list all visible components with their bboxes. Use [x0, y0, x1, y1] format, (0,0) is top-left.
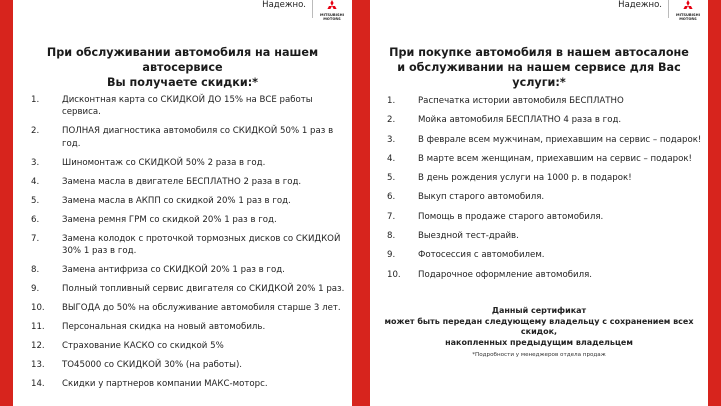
item-text: Помощь в продаже старого автомобиля. — [418, 211, 604, 222]
list-item — [387, 153, 705, 165]
mitsubishi-logo — [674, 0, 702, 21]
item-number: 7. — [31, 233, 40, 244]
item-text: Страхование КАСКО со скидкой 5% — [62, 340, 224, 351]
list-item — [387, 172, 705, 184]
item-text: Персональная скидка на новый автомобиль. — [62, 321, 266, 332]
list-item — [387, 211, 705, 223]
item-number: 10. — [31, 302, 45, 313]
item-number: 8. — [31, 264, 40, 275]
item-text: Замена колодок с проточкой тормозных дисков со СКИДКОЙ 30% 1 раз в год. — [62, 233, 341, 256]
list-item — [387, 269, 705, 281]
list-item — [387, 114, 705, 126]
logo-wordmark: MITSUBISHI MOTORS — [320, 13, 344, 21]
certificate-line3: накопленных предыдущим владельцем — [445, 337, 633, 347]
discounts-card — [13, 0, 352, 406]
services-list — [387, 95, 705, 288]
footnote: *Подробности у менеджеров отдела продаж — [472, 352, 606, 358]
brand-header — [262, 0, 352, 20]
item-text: Подарочное оформление автомобиля. — [418, 269, 593, 280]
item-text: ТО45000 со СКИДКОЙ 30% (на работы). — [62, 359, 243, 370]
item-text: Дисконтная карта со СКИДКОЙ ДО 15% на ВСЕ работы сервиса. — [62, 95, 313, 118]
item-text: Замена масла в АКПП со скидкой 20% 1 раз в год. — [62, 195, 291, 206]
three-diamonds-icon — [325, 0, 339, 13]
item-number: 11. — [31, 321, 45, 332]
list-item — [387, 95, 705, 107]
item-text: ВЫГОДА до 50% на обслуживание автомобиля старше 3 лет. — [62, 302, 341, 313]
brand-divider — [668, 0, 669, 18]
item-number: 3. — [387, 134, 396, 145]
item-text: Фотосессия с автомобилем. — [418, 250, 545, 261]
discounts-list — [31, 94, 349, 397]
item-number: 8. — [387, 231, 396, 242]
mitsubishi-logo — [318, 0, 346, 21]
services-title-line1: При покупке автомобиля в нашем автосалоне — [389, 46, 689, 59]
certificate-line1: Данный сертификат — [491, 306, 587, 315]
three-diamonds-icon — [681, 0, 695, 13]
list-item — [31, 321, 349, 333]
services-card — [370, 0, 708, 406]
list-item — [31, 264, 349, 276]
certificate-note — [370, 306, 708, 348]
item-number: 13. — [31, 359, 45, 370]
item-number: 10. — [387, 269, 401, 280]
list-item — [387, 191, 705, 203]
list-item — [31, 233, 349, 258]
item-number: 7. — [387, 211, 396, 222]
item-text: В феврале всем мужчинам, приехавшим на сервис – подарок! — [418, 134, 702, 145]
list-item — [387, 134, 705, 146]
item-number: 5. — [387, 173, 396, 184]
item-number: 9. — [31, 283, 40, 294]
brand-header — [618, 0, 708, 20]
list-item — [387, 230, 705, 242]
brand-divider — [312, 0, 313, 18]
list-item — [31, 157, 349, 169]
item-text: Замена масла в двигателе БЕСПЛАТНО 2 раза в год. — [62, 176, 302, 187]
list-item — [31, 283, 349, 295]
item-text: Шиномонтаж со СКИДКОЙ 50% 2 раза в год. — [62, 157, 266, 168]
list-item — [31, 94, 349, 119]
list-item — [31, 340, 349, 352]
list-item — [31, 214, 349, 226]
list-item — [387, 249, 705, 261]
item-text: ПОЛНАЯ диагностика автомобиля со СКИДКОЙ 50% 1 раз в год. — [62, 126, 334, 149]
item-number: 4. — [387, 153, 396, 164]
item-number: 12. — [31, 340, 45, 351]
discounts-title-line1: При обслуживании автомобиля на нашем автосервисе — [46, 46, 319, 74]
services-title — [370, 45, 708, 90]
item-text: Мойка автомобиля БЕСПЛАТНО 4 раза в год. — [418, 115, 622, 126]
item-text: Замена ремня ГРМ со скидкой 20% 1 раз в год. — [62, 214, 277, 225]
logo-wordmark: MITSUBISHI MOTORS — [676, 13, 700, 21]
list-item — [31, 359, 349, 371]
list-item — [31, 176, 349, 188]
item-number: 3. — [31, 157, 40, 168]
brand-slogan: Надежно. — [618, 0, 662, 10]
list-item — [31, 378, 349, 390]
item-text: Выездной тест-драйв. — [418, 231, 519, 242]
item-number: 2. — [387, 115, 396, 126]
discounts-title-line2: Вы получаете скидки:* — [106, 76, 259, 89]
certificate-line2: может быть передан следующему владельцу с сохранением всех скидок, — [384, 316, 694, 336]
item-number: 2. — [31, 126, 40, 137]
list-item — [31, 302, 349, 314]
item-number: 14. — [31, 378, 45, 389]
list-item — [31, 125, 349, 150]
item-number: 5. — [31, 195, 40, 206]
item-number: 1. — [31, 95, 40, 105]
item-text: В день рождения услуги на 1000 р. в подарок! — [418, 173, 632, 184]
services-title-line2: и обслуживании на нашем сервисе для Вас услуги:* — [397, 61, 681, 89]
item-text: В марте всем женщинам, приехавшим на сервис – подарок! — [418, 153, 692, 164]
item-text: Замена антифриза со СКИДКОЙ 20% 1 раз в год. — [62, 264, 285, 275]
item-text: Полный топливный сервис двигателя со СКИДКОЙ 20% 1 раз. — [62, 283, 345, 294]
item-number: 9. — [387, 250, 396, 261]
brand-slogan: Надежно. — [262, 0, 306, 10]
item-text: Скидки у партнеров компании МАКС-моторс. — [62, 378, 268, 389]
item-text: Выкуп старого автомобиля. — [418, 192, 545, 203]
list-item — [31, 195, 349, 207]
discounts-title — [13, 45, 352, 90]
item-number: 4. — [31, 176, 40, 187]
item-number: 1. — [387, 96, 396, 106]
item-number: 6. — [31, 214, 40, 225]
item-number: 6. — [387, 192, 396, 203]
item-text: Распечатка истории автомобиля БЕСПЛАТНО — [418, 96, 624, 106]
